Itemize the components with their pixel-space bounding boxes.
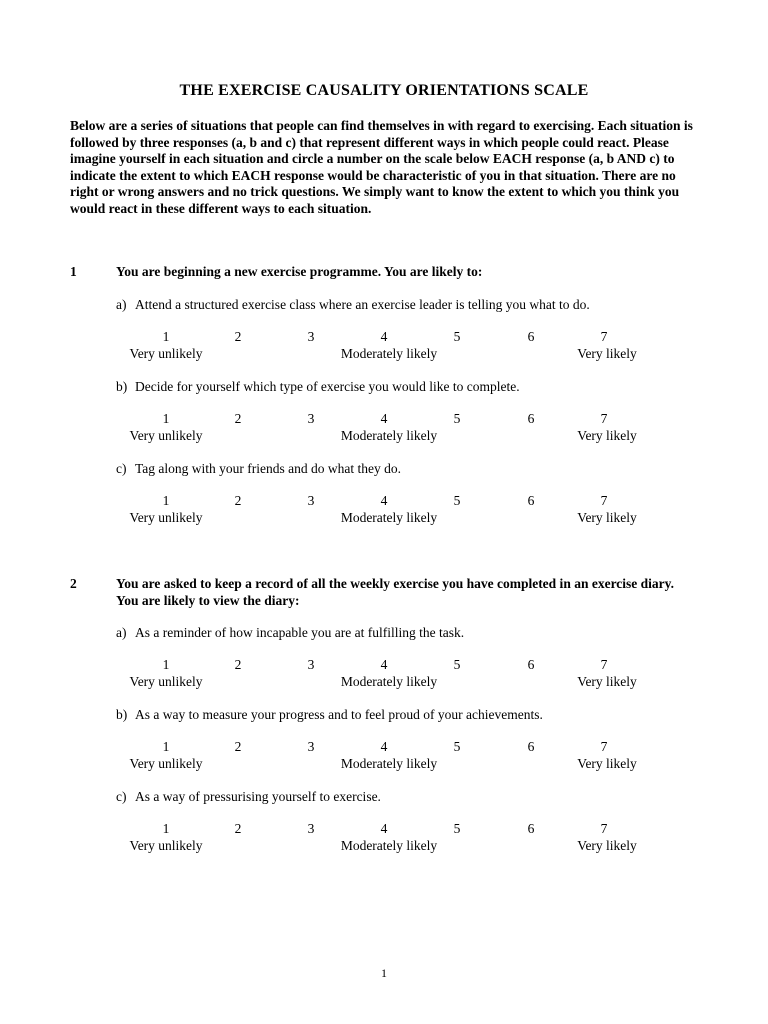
question-text: You are asked to keep a record of all the weekly exercise you have completed in an exercise diary. You are likely to view the diary: <box>116 576 675 608</box>
response-text: Tag along with your friends and do what they do. <box>135 461 401 476</box>
scale-option-4[interactable]: 4 <box>380 821 388 836</box>
scale-option-6[interactable]: 6 <box>527 739 535 754</box>
scale-option-5[interactable]: 5 <box>453 329 461 344</box>
scale-option-5[interactable]: 5 <box>453 411 461 426</box>
response-letter: c) <box>116 789 127 804</box>
scale-label-mid: Moderately likely <box>340 510 438 525</box>
scale-option-1[interactable]: 1 <box>162 329 170 344</box>
scale-option-5[interactable]: 5 <box>453 821 461 836</box>
scale-label-high: Very likely <box>577 346 637 361</box>
scale-option-7[interactable]: 7 <box>600 657 608 672</box>
response-item <box>116 789 716 805</box>
document-title: THE EXERCISE CAUSALITY ORIENTATIONS SCALE <box>179 82 589 99</box>
scale-option-2[interactable]: 2 <box>234 739 242 754</box>
response-text: As a reminder of how incapable you are at fulfilling the task. <box>135 625 465 640</box>
response-text: Decide for yourself which type of exercise you would like to complete. <box>135 379 520 394</box>
scale-label-high: Very likely <box>577 838 637 853</box>
page-number: 1 <box>381 966 387 980</box>
scale-option-3[interactable]: 3 <box>307 493 315 508</box>
scale-option-2[interactable]: 2 <box>234 329 242 344</box>
scale-option-7[interactable]: 7 <box>600 329 608 344</box>
scale-label-high: Very likely <box>577 510 637 525</box>
scale-label-mid: Moderately likely <box>340 674 438 689</box>
scale-option-2[interactable]: 2 <box>234 821 242 836</box>
scale-option-1[interactable]: 1 <box>162 411 170 426</box>
scale-option-6[interactable]: 6 <box>527 329 535 344</box>
scale-option-5[interactable]: 5 <box>453 493 461 508</box>
scale-label-low: Very unlikely <box>129 756 203 771</box>
response-item <box>116 625 716 641</box>
scale-option-5[interactable]: 5 <box>453 657 461 672</box>
scale-option-7[interactable]: 7 <box>600 739 608 754</box>
scale-option-4[interactable]: 4 <box>380 329 388 344</box>
response-letter: a) <box>116 297 127 312</box>
scale-option-4[interactable]: 4 <box>380 739 388 754</box>
scale-option-3[interactable]: 3 <box>307 329 315 344</box>
scale-option-6[interactable]: 6 <box>527 411 535 426</box>
scale-label-low: Very unlikely <box>129 510 203 525</box>
scale-label-low: Very unlikely <box>129 428 203 443</box>
scale-option-2[interactable]: 2 <box>234 411 242 426</box>
scale-option-4[interactable]: 4 <box>380 411 388 426</box>
scale-option-1[interactable]: 1 <box>162 739 170 754</box>
response-item <box>116 379 716 395</box>
scale-option-6[interactable]: 6 <box>527 657 535 672</box>
instructions-paragraph: Below are a series of situations that people can find themselves in with regard to exercising. Each situation is followed by three responses (a, b and c) that represent different ways in which people could react. Please imagine yourself in each situation and circle a number on the scale below EACH response (a, b AND c) to indicate the extent to which EACH response would be characteristic of you in that situation. There are no right or wrong answers and no trick questions. We simply want to know the extent to which you think you would react in these different ways to each situation. <box>70 118 693 216</box>
response-text: As a way to measure your progress and to feel proud of your achievements. <box>135 707 543 722</box>
scale-label-mid: Moderately likely <box>340 756 438 771</box>
response-letter: a) <box>116 625 127 640</box>
scale-option-3[interactable]: 3 <box>307 821 315 836</box>
scale-option-1[interactable]: 1 <box>162 493 170 508</box>
scale-label-mid: Moderately likely <box>340 428 438 443</box>
scale-label-high: Very likely <box>577 756 637 771</box>
scale-label-mid: Moderately likely <box>340 346 438 361</box>
response-item <box>116 297 716 313</box>
scale-label-low: Very unlikely <box>129 674 203 689</box>
response-letter: b) <box>116 379 128 394</box>
scale-option-2[interactable]: 2 <box>234 493 242 508</box>
scale-option-1[interactable]: 1 <box>162 657 170 672</box>
response-item <box>116 707 716 723</box>
scale-option-3[interactable]: 3 <box>307 657 315 672</box>
scale-label-low: Very unlikely <box>129 838 203 853</box>
response-text: Attend a structured exercise class where an exercise leader is telling you what to do. <box>135 297 590 312</box>
scale-option-4[interactable]: 4 <box>380 657 388 672</box>
scale-option-7[interactable]: 7 <box>600 821 608 836</box>
question-number: 2 <box>70 576 77 591</box>
scale-option-6[interactable]: 6 <box>527 821 535 836</box>
scale-option-1[interactable]: 1 <box>162 821 170 836</box>
response-letter: c) <box>116 461 127 476</box>
scale-label-low: Very unlikely <box>129 346 203 361</box>
response-item <box>116 461 716 477</box>
scale-option-7[interactable]: 7 <box>600 493 608 508</box>
scale-option-6[interactable]: 6 <box>527 493 535 508</box>
scale-option-7[interactable]: 7 <box>600 411 608 426</box>
scale-option-5[interactable]: 5 <box>453 739 461 754</box>
scale-label-mid: Moderately likely <box>340 838 438 853</box>
scale-label-high: Very likely <box>577 674 637 689</box>
scale-option-3[interactable]: 3 <box>307 739 315 754</box>
response-text: As a way of pressurising yourself to exercise. <box>135 789 381 804</box>
question-text: You are beginning a new exercise programme. You are likely to: <box>116 264 483 279</box>
question-number: 1 <box>70 264 77 279</box>
scale-label-high: Very likely <box>577 428 637 443</box>
scale-option-4[interactable]: 4 <box>380 493 388 508</box>
scale-option-2[interactable]: 2 <box>234 657 242 672</box>
scale-option-3[interactable]: 3 <box>307 411 315 426</box>
response-letter: b) <box>116 707 128 722</box>
